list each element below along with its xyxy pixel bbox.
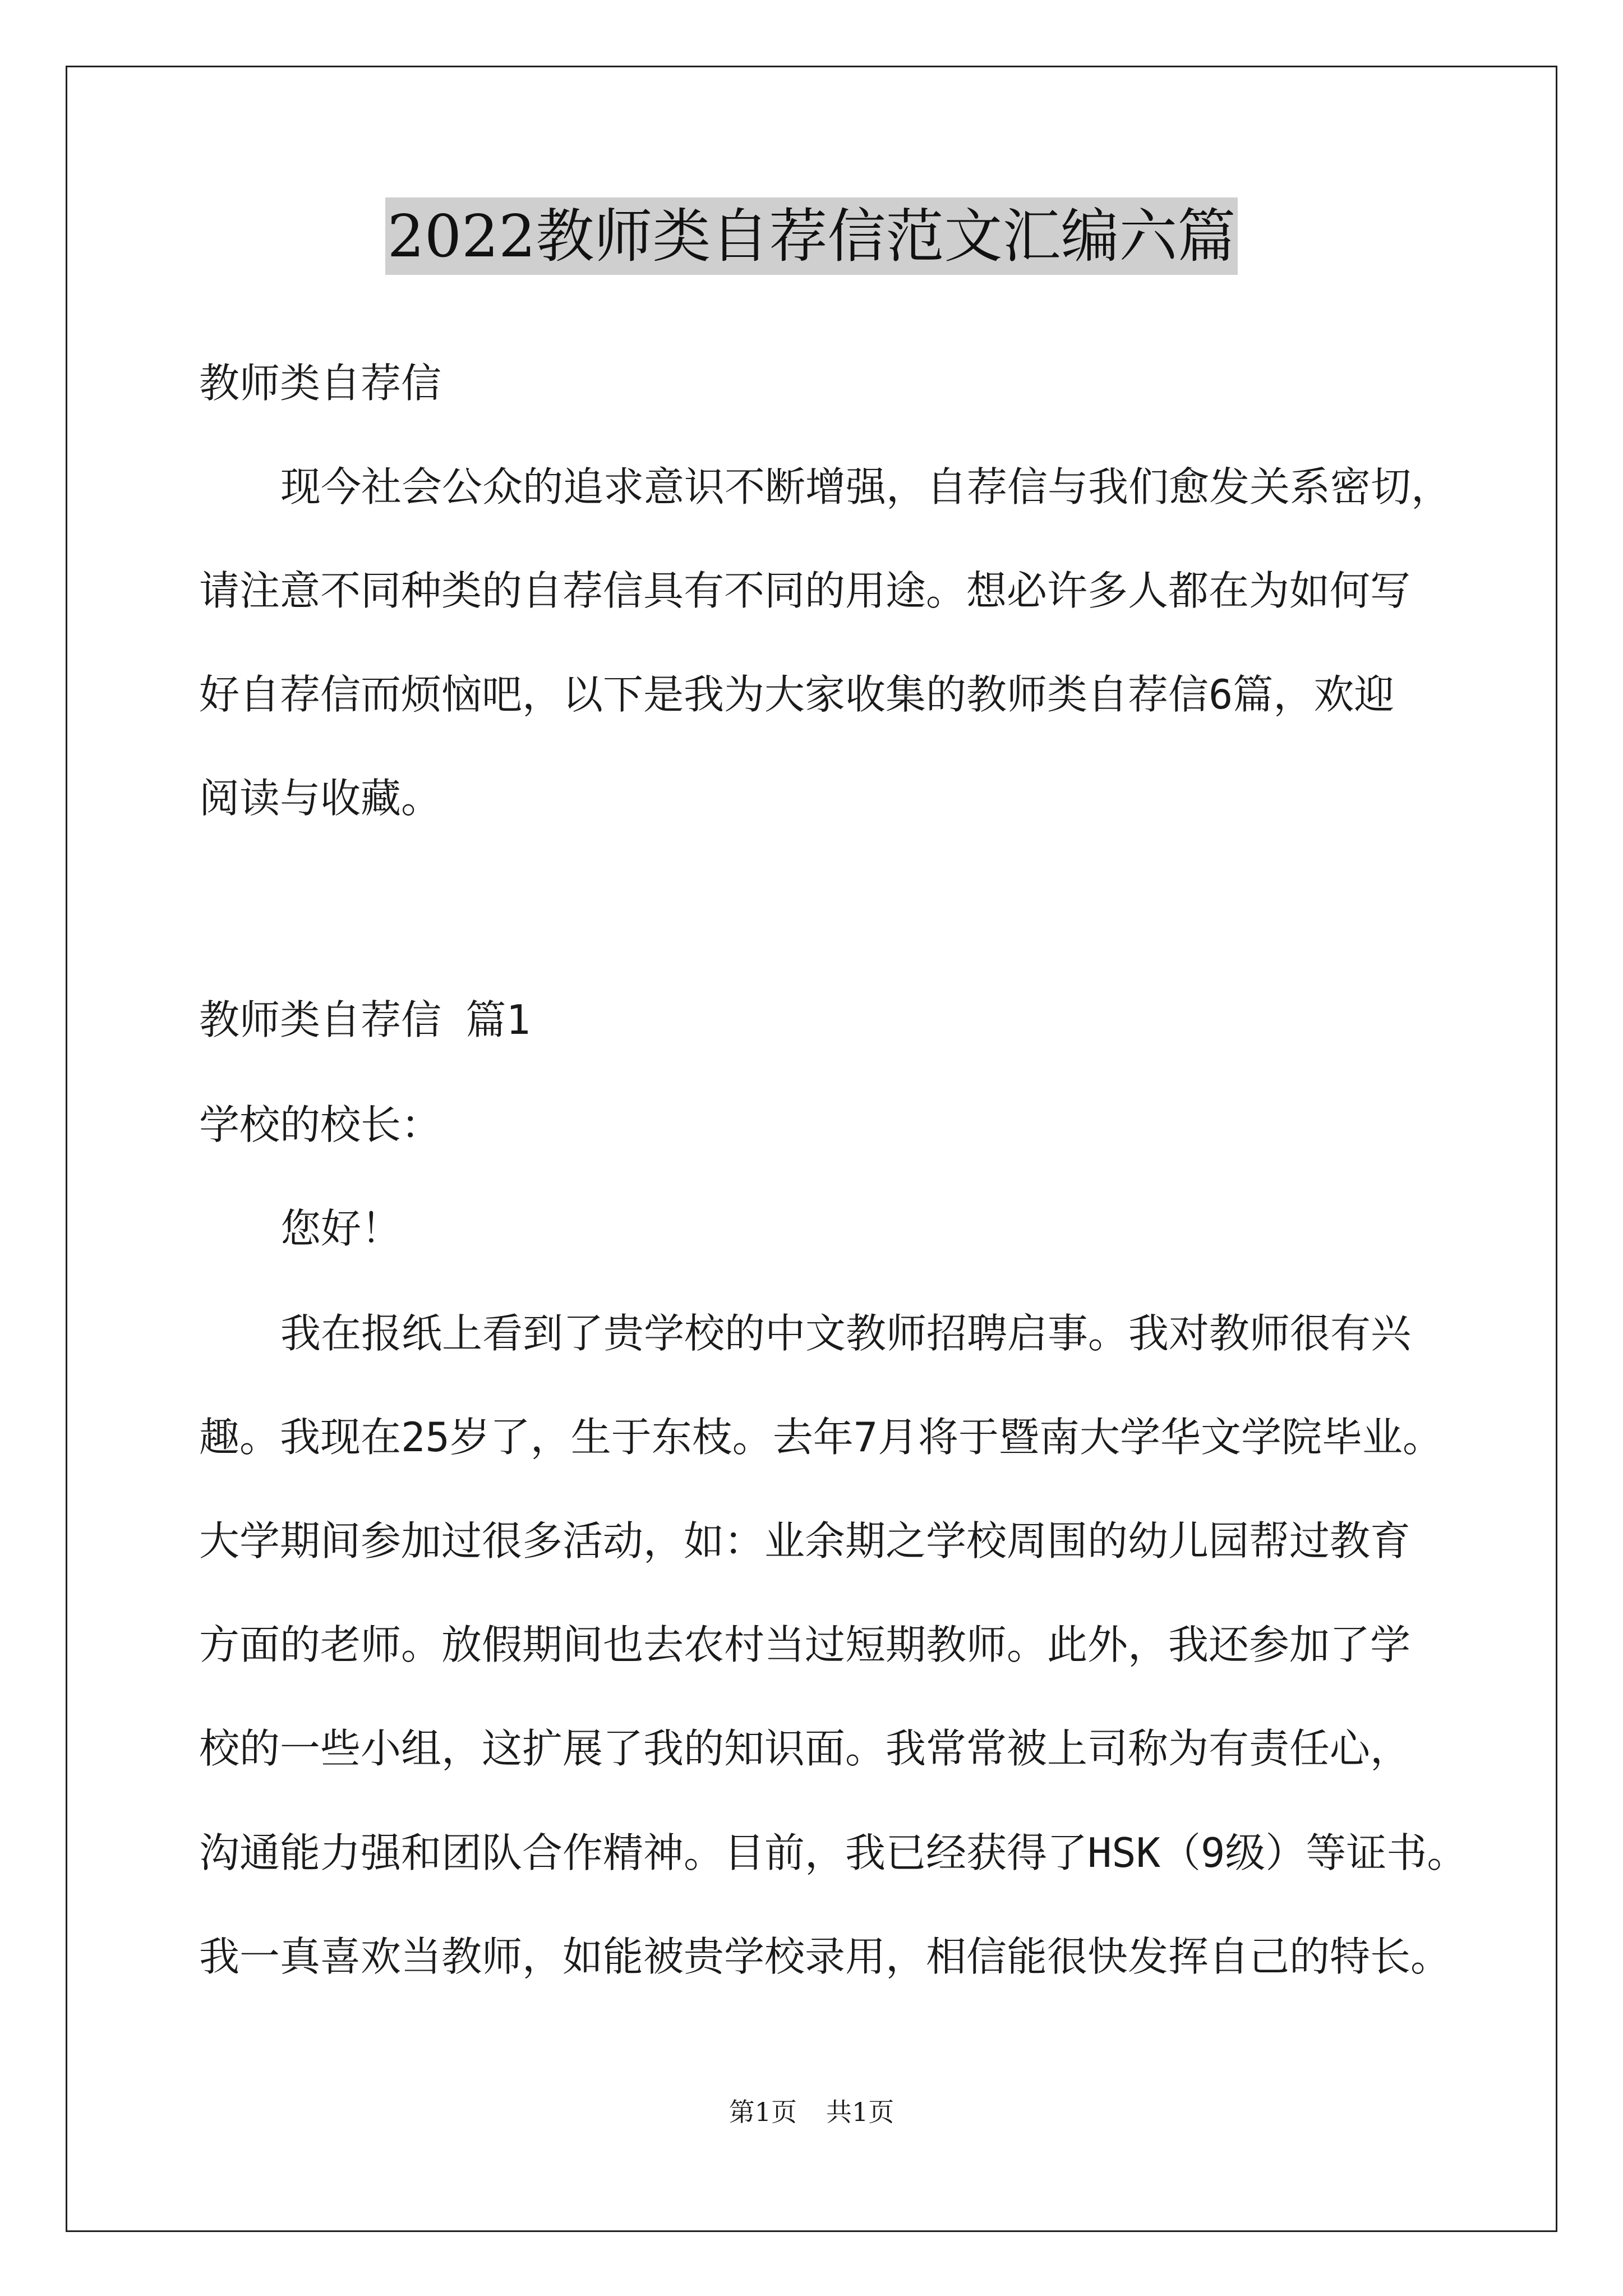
intro-line: 请注意不同种类的自荐信具有不同的用途。想必许多人都在为如何写: [199, 567, 1411, 614]
body-line: 校的一些小组，这扩展了我的知识面。我常常被上司称为有责任心，: [199, 1725, 1411, 1772]
page-footer: [0, 2095, 1623, 2129]
section-heading: 教师类自荐信 篇1: [199, 996, 531, 1043]
title-container: [0, 197, 1623, 275]
page-total: 共1页: [826, 2097, 895, 2127]
document-title: 2022教师类自荐信范文汇编六篇: [385, 197, 1238, 275]
intro-line: 阅读与收藏。: [199, 775, 442, 822]
greeting: 您好！: [280, 1205, 402, 1252]
intro-line: 现今社会公众的追求意识不断增强，自荐信与我们愈发关系密切，: [280, 463, 1452, 510]
heading: 教师类自荐信: [199, 360, 442, 407]
body-line: 大学期间参加过很多活动，如：业余期之学校周围的幼儿园帮过教育: [199, 1517, 1411, 1565]
body-line: 我一真喜欢当教师，如能被贵学校录用，相信能很快发挥自己的特长。: [199, 1933, 1451, 1980]
body-line: 趣。我现在25岁了，生于东枝。去年7月将于暨南大学华文学院毕业。: [199, 1414, 1444, 1461]
body-line: 我在报纸上看到了贵学校的中文教师招聘启事。我对教师很有兴: [280, 1310, 1412, 1357]
intro-line: 好自荐信而烦恼吧，以下是我为大家收集的教师类自荐信6篇，欢迎: [199, 671, 1395, 718]
salutation: 学校的校长：: [199, 1101, 442, 1148]
body-line: 沟通能力强和团队合作精神。目前，我已经获得了HSK（9级）等证书。: [199, 1829, 1468, 1876]
page-number: 第1页: [728, 2097, 797, 2127]
body-line: 方面的老师。放假期间也去农村当过短期教师。此外，我还参加了学: [199, 1621, 1411, 1668]
